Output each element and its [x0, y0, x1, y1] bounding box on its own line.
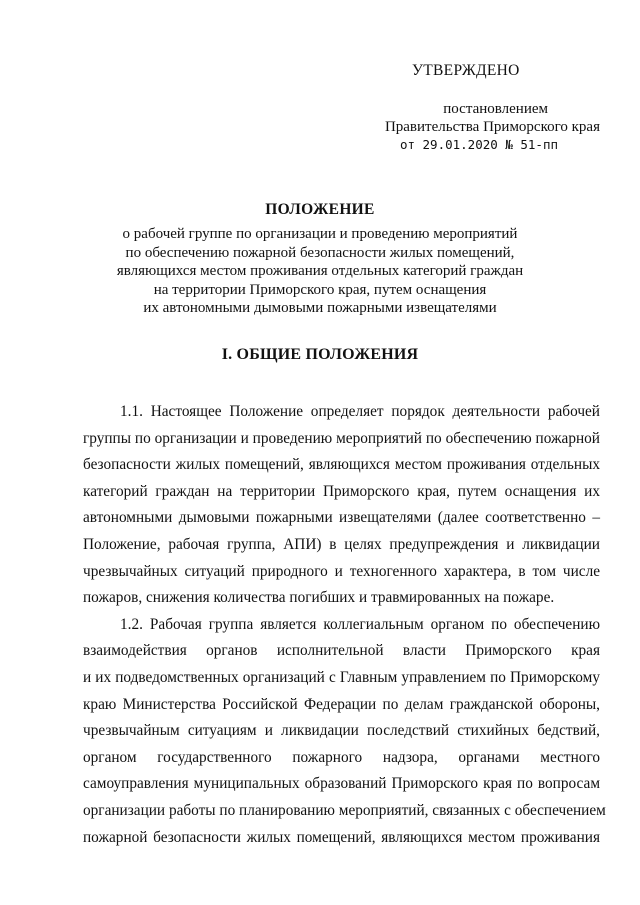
paragraph-2-line: 1.2. Рабочая группа является коллегиальным органом по обеспечению — [120, 615, 600, 633]
paragraph-2-line: организации работы по планированию мероприятий, связанных с обеспечением — [83, 801, 606, 819]
document-subtitle — [60, 225, 580, 318]
paragraph-1-line: категорий граждан на территории Приморского края, путем оснащения их — [83, 482, 600, 500]
subtitle-line: о рабочей группе по организации и проведению мероприятий — [122, 226, 518, 242]
paragraph-1-line: группы по организации и проведению мероприятий по обеспечению пожарной — [83, 429, 600, 447]
paragraph-2-line: самоуправления муниципальных образований Приморского края по вопросам — [83, 775, 600, 793]
paragraph-2-line: чрезвычайным ситуациям и ликвидации последствий стихийных бедствий, — [83, 722, 600, 740]
paragraph-1-line: 1.1. Настоящее Положение определяет порядок деятельности рабочей — [120, 403, 600, 420]
paragraph-1-line: безопасности жилых помещений, являющихся местом проживания отдельных — [83, 456, 600, 474]
paragraph-1-line: чрезвычайных ситуаций природного и техногенного характера, в том числе — [83, 562, 600, 580]
paragraph-1-line: автономными дымовыми пожарными извещателями (далее соответственно – — [83, 509, 600, 527]
paragraph-2-line: взаимодействия органов исполнительной власти Приморского края — [83, 642, 600, 660]
paragraph-2-line: краю Министерства Российской Федерации по делам гражданской обороны, — [83, 695, 600, 713]
approved-label: УТВЕРЖДЕНО — [412, 62, 520, 79]
paragraph-2-line: органом государственного пожарного надзора, органами местного — [83, 748, 600, 766]
resolution-label: постановлением — [443, 101, 548, 117]
subtitle-line: являющихся местом проживания отдельных категорий граждан — [116, 263, 524, 279]
paragraph-1-line: пожаров, снижения количества погибших и травмированных на пожаре. — [83, 589, 555, 607]
government-label: Правительства Приморского края — [384, 119, 600, 135]
subtitle-line: их автономными дымовыми пожарными извещателями — [143, 300, 497, 316]
paragraph-2-line: и их подведомственных организаций с Главным управлением по Приморскому — [83, 668, 600, 686]
subtitle-line: по обеспечению пожарной безопасности жилых помещений, — [125, 244, 515, 261]
body-text — [83, 399, 606, 851]
document-title: ПОЛОЖЕНИЕ — [265, 201, 375, 218]
resolution-date-number: от 29.01.2020 № 51-пп — [399, 137, 558, 152]
section-title: I. ОБЩИЕ ПОЛОЖЕНИЯ — [221, 346, 419, 363]
subtitle-line: на территории Приморского края, путем оснащения — [153, 281, 487, 298]
paragraph-2-line: пожарной безопасности жилых помещений, являющихся местом проживания — [83, 828, 600, 846]
paragraph-1-line: Положение, рабочая группа, АПИ) в целях предупреждения и ликвидации — [83, 535, 600, 553]
